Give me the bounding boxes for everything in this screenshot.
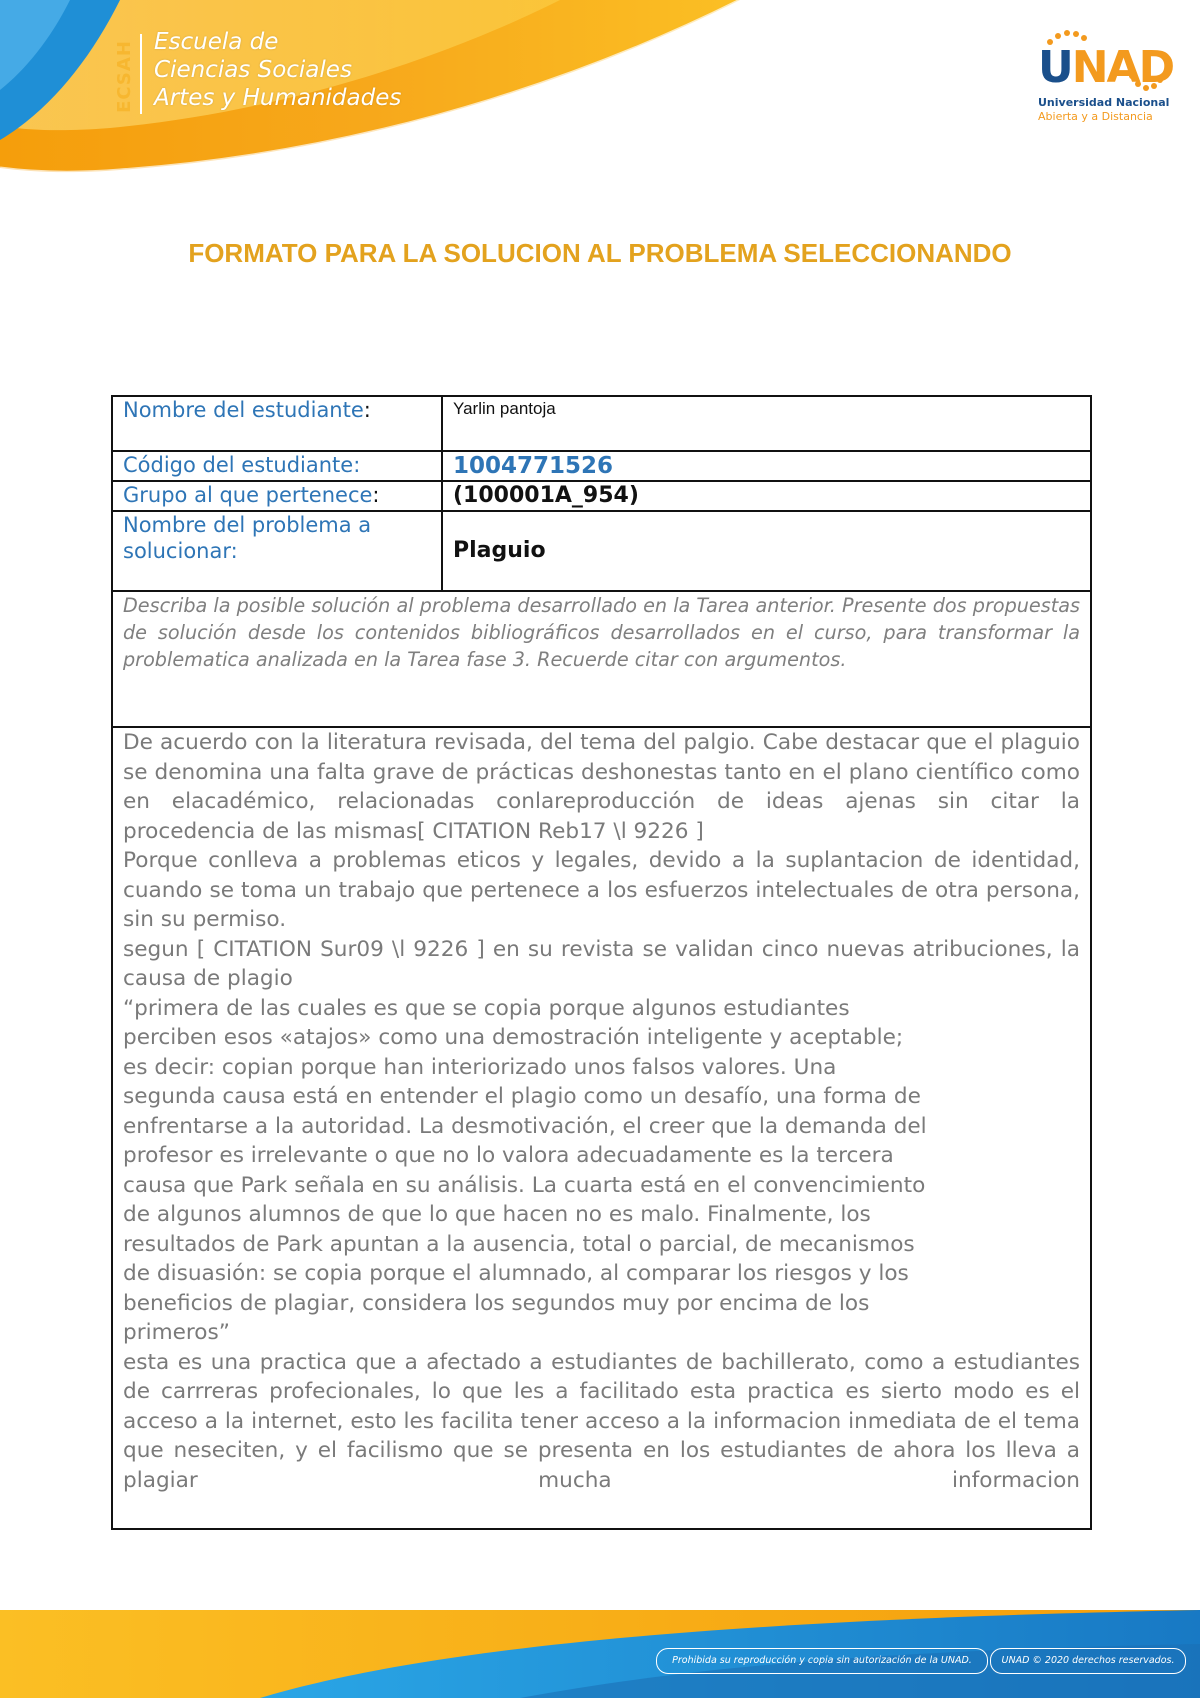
footer-copyright: UNAD © 2020 derechos reservados. [990, 1648, 1186, 1674]
answer-paragraph-4: esta es una practica que a afectado a estudiantes de bachillerato, como a estudiantes de carrreras profecionales, lo que les a facilitado esta practica es sierto modo es el acceso a la internet, esto les facilita tener acceso a la informacion inmediata de el tema que neseciten, y el facilismo que se presenta en los estudiantes de ahora los lleva a plagiar mucha informacion [123, 1349, 1080, 1493]
quote-line: de algunos alumnos de que lo que hacen no es malo. Finalmente, los [123, 1202, 871, 1227]
logo-u: U [1038, 42, 1072, 93]
value-student-code[interactable]: 1004771526 [442, 451, 1091, 481]
row-instructions [112, 591, 1091, 727]
quote-line: profesor es irrelevante o que no lo valora adecuadamente es la tercera [123, 1143, 894, 1168]
answer-text[interactable] [112, 727, 1091, 1529]
quote-line: “primera de las cuales es que se copia porque algunos estudiantes [123, 995, 850, 1021]
row-problem-name [112, 511, 1091, 591]
label-problem-name: Nombre del problema a solucionar: [112, 511, 442, 591]
school-line-3: Artes y Humanidades [154, 85, 402, 111]
school-line-1: Escuela de [154, 29, 279, 55]
value-group[interactable]: (100001A_954) [442, 481, 1091, 511]
quote-line: resultados de Park apuntan a la ausencia, total o parcial, de mecanismos [123, 1231, 915, 1257]
answer-quote [123, 994, 1080, 1348]
logo-line-1: Universidad Nacional [1038, 96, 1170, 109]
quote-line: enfrentarse a la autoridad. La desmotivación, el creer que la demanda del [123, 1113, 927, 1139]
logo-line-2: Abierta y a Distancia [1038, 110, 1153, 123]
footer-notice: Prohibida su reproducción y copia sin autorización de la UNAD. [656, 1648, 988, 1674]
row-group [112, 481, 1091, 511]
unad-logo [1038, 28, 1174, 128]
school-separator [140, 34, 142, 114]
quote-line: de disuasión: se copia porque el alumnado, al comparar los riesgos y los [123, 1261, 909, 1286]
answer-paragraph-3: segun [ CITATION Sur09 \l 9226 ] en su revista se validan cinco nuevas atribuciones, la causa de plagio [123, 936, 1080, 991]
value-problem-name[interactable]: Plaguio [442, 511, 1091, 591]
student-form-table [111, 395, 1092, 1530]
answer-paragraph-1: De acuerdo con la literatura revisada, del tema del palgio. Cabe destacar que el plaguio se denomina una falta grave de prácticas deshonestas tanto en el plano científico como en elacadémico, relacionadas conlareproducción de ideas ajenas sin citar la procedencia de las mismas[ CITATION Reb17 \l 9226 ] [123, 730, 1080, 844]
quote-line: primeros” [123, 1320, 230, 1345]
school-acronym: ECSAH [113, 40, 135, 113]
quote-line: segunda causa está en entender el plagio como un desafío, una forma de [123, 1084, 921, 1109]
logo-nad: NAD [1071, 42, 1174, 93]
label-group: Grupo al que pertenece: [112, 481, 442, 511]
row-answer [112, 727, 1091, 1529]
document-title: FORMATO PARA LA SOLUCION AL PROBLEMA SELECCIONANDO [188, 238, 1012, 268]
label-student-name: Nombre del estudiante: [112, 396, 442, 451]
quote-line: es decir: copian porque han interiorizado unos falsos valores. Una [123, 1054, 837, 1080]
label-student-code: Código del estudiante: [112, 451, 442, 481]
value-student-name[interactable]: Yarlin pantoja [442, 396, 1091, 451]
row-student-code [112, 451, 1091, 481]
row-student-name [112, 396, 1091, 451]
school-line-2: Ciencias Sociales [154, 57, 352, 83]
instructions-text: Describa la posible solución al problema desarrollado en la Tarea anterior. Presente dos propuestas de solución desde los contenidos bibliográficos desarrollados en el curso, para transformar la problematica analizada en la Tarea fase 3. Recuerde citar con argumentos. [112, 591, 1091, 727]
quote-line: causa que Park señala en su análisis. La cuarta está en el convencimiento [123, 1172, 926, 1198]
quote-line: perciben esos «atajos» como una demostración inteligente y aceptable; [123, 1025, 904, 1050]
answer-paragraph-2: Porque conlleva a problemas eticos y legales, devido a la suplantacion de identidad, cuando se toma un trabajo que pertenece a los esfuerzos intelectuales de otra persona, sin su permiso. [123, 848, 1080, 932]
quote-line: beneficios de plagiar, considera los segundos muy por encima de los [123, 1290, 870, 1316]
